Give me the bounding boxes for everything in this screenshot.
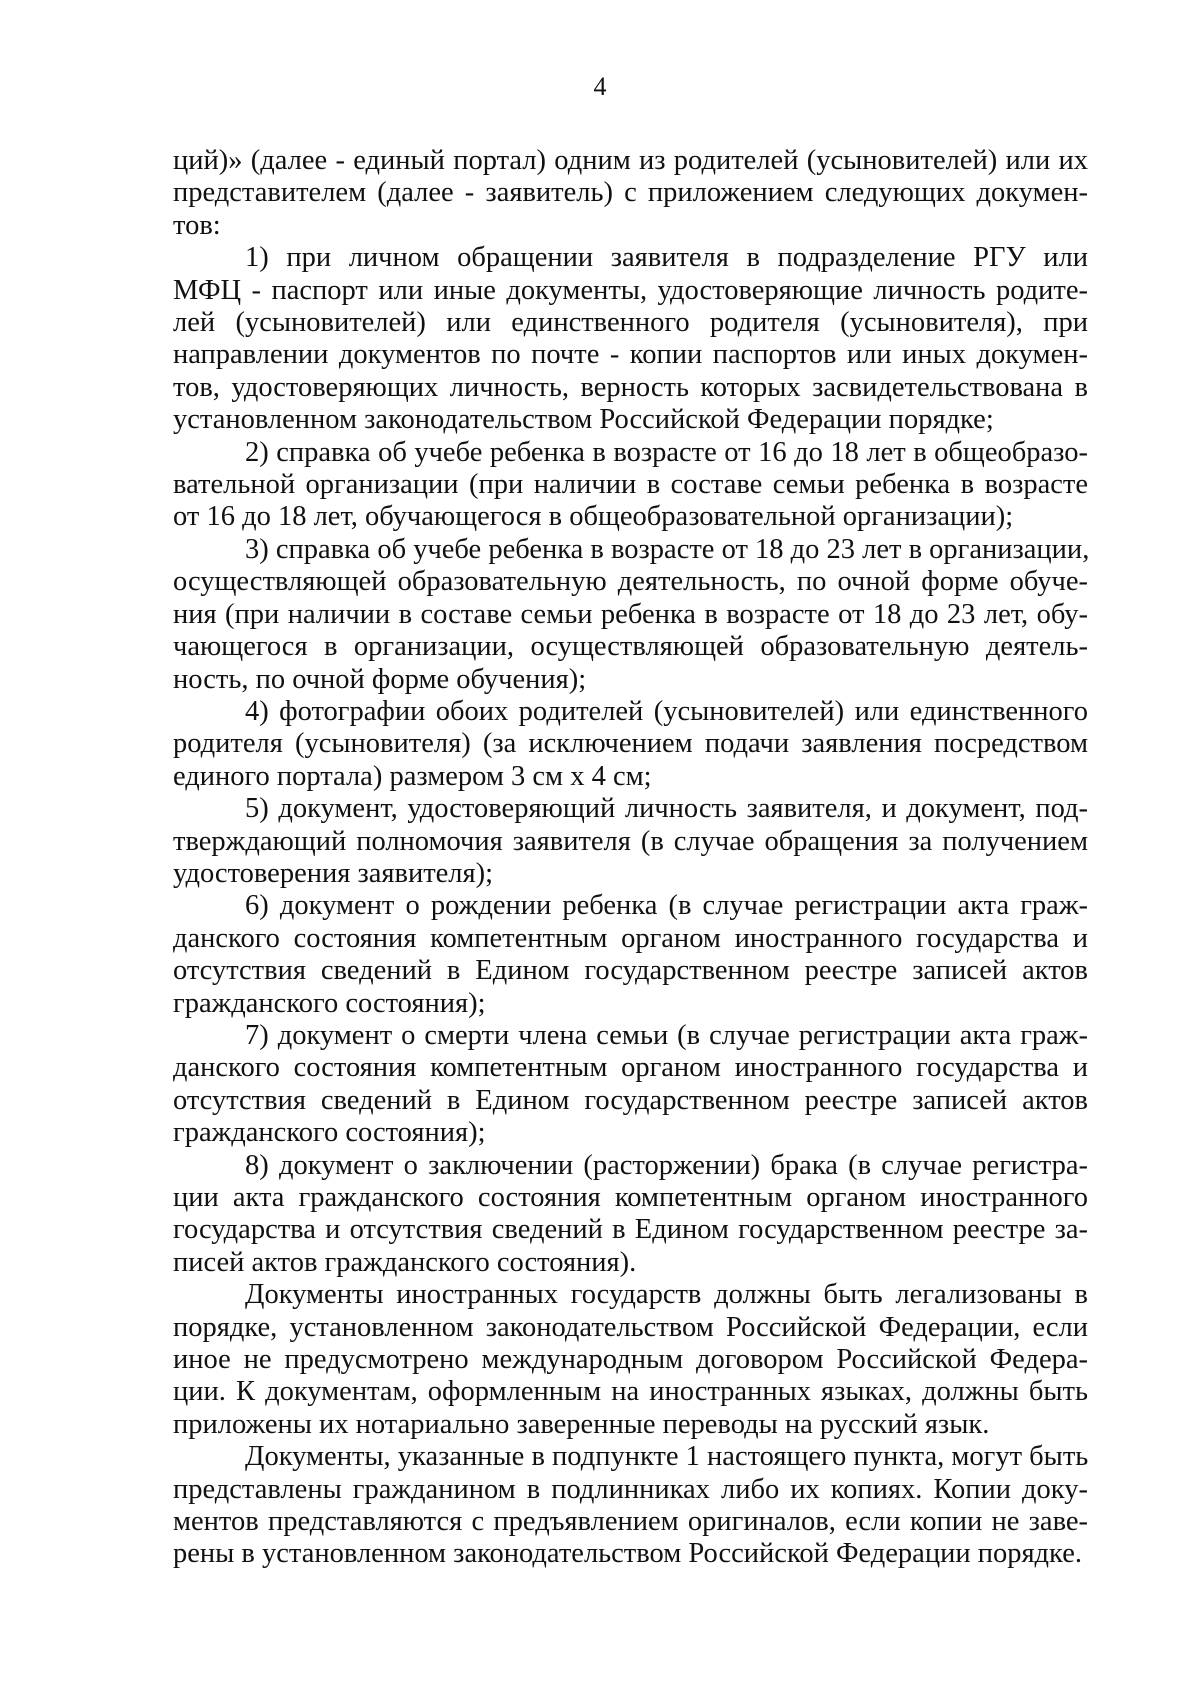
text-line: 7) документ о смерти члена семьи (в случае регистрации акта граж- xyxy=(245,1019,1088,1051)
text-line: данского состояния компетентным органом иностранного государства и xyxy=(173,1052,1088,1084)
text-line: ность, по очной форме обучения); xyxy=(173,663,587,695)
text-line: данского состояния компетентным органом иностранного государства и xyxy=(173,922,1088,954)
text-line: вательной организации (при наличии в составе семьи ребенка в возрасте xyxy=(173,469,1088,501)
paragraph xyxy=(173,793,1088,890)
paragraph xyxy=(173,1279,1088,1441)
text-line: приложены их нотариально заверенные переводы на русский язык. xyxy=(173,1408,990,1440)
text-line: представителем (далее - заявитель) с приложением следующих докумен- xyxy=(173,177,1088,209)
text-line: Документы, указанные в подпункте 1 настоящего пункта, могут быть xyxy=(245,1441,1089,1473)
text-line: единого портала) размером 3 см x 4 см; xyxy=(173,760,652,792)
text-line: ций)» (далее - единый портал) одним из родителей (усыновителей) или их xyxy=(173,145,1088,176)
paragraph xyxy=(173,145,1088,242)
text-line: представлены гражданином в подлинниках либо их копиях. Копии доку- xyxy=(173,1473,1088,1505)
text-line: МФЦ - паспорт или иные документы, удостоверяющие личность родите- xyxy=(173,274,1088,306)
text-line: писей актов гражданского состояния). xyxy=(173,1246,637,1278)
text-line: отсутствия сведений в Едином государственном реестре записей актов xyxy=(173,1084,1088,1116)
text-line: ментов представляются с предъявлением оригиналов, если копии не заве- xyxy=(173,1506,1088,1538)
paragraph xyxy=(173,1441,1088,1571)
page-number: 4 xyxy=(593,72,607,101)
paragraph xyxy=(173,437,1088,534)
text-line: тверждающий полномочия заявителя (в случае обращения за получением xyxy=(173,825,1088,857)
text-line: рены в установленном законодательством Российской Федерации порядке. xyxy=(173,1538,1082,1570)
text-line: осуществляющей образовательную деятельность, по очной форме обуче- xyxy=(173,566,1088,598)
text-line: чающегося в организации, осуществляющей образовательную деятель- xyxy=(173,631,1088,663)
document-body xyxy=(173,145,1088,1571)
paragraph xyxy=(173,534,1088,696)
text-line: государства и отсутствия сведений в Едином государственном реестре за- xyxy=(173,1214,1088,1246)
text-line: родителя (усыновителя) (за исключением подачи заявления посредством xyxy=(173,728,1088,760)
text-line: гражданского состояния); xyxy=(173,987,486,1019)
text-line: тов, удостоверяющих личность, верность которых засвидетельствована в xyxy=(173,371,1088,403)
paragraph xyxy=(173,696,1088,793)
paragraph xyxy=(173,1150,1088,1280)
paragraph xyxy=(173,242,1088,436)
text-line: лей (усыновителей) или единственного родителя (усыновителя), при xyxy=(173,307,1088,339)
text-line: 3) справка об учебе ребенка в возрасте от 18 до 23 лет в организации, xyxy=(245,533,1090,565)
text-line: отсутствия сведений в Едином государственном реестре записей актов xyxy=(173,955,1088,987)
text-line: тов: xyxy=(173,209,221,241)
text-line: 4) фотографии обоих родителей (усыновителей) или единственного xyxy=(245,695,1088,727)
text-line: 6) документ о рождении ребенка (в случае регистрации акта граж- xyxy=(245,890,1088,922)
paragraph xyxy=(173,1020,1088,1150)
text-line: 5) документ, удостоверяющий личность заявителя, и документ, под- xyxy=(245,793,1088,825)
text-line: удостоверения заявителя); xyxy=(173,857,494,889)
text-line: 2) справка об учебе ребенка в возрасте от 16 до 18 лет в общеобразо- xyxy=(245,436,1088,468)
text-line: гражданского состояния); xyxy=(173,1117,486,1149)
text-line: порядке, установленном законодательством Российской Федерации, если xyxy=(173,1311,1088,1343)
text-line: 8) документ о заключении (расторжении) брака (в случае регистра- xyxy=(245,1149,1088,1181)
text-line: ции акта гражданского состояния компетентным органом иностранного xyxy=(173,1182,1088,1213)
text-line: ции. К документам, оформленным на иностранных языках, должны быть xyxy=(173,1376,1088,1408)
text-line: ния (при наличии в составе семьи ребенка в возрасте от 18 до 23 лет, обу- xyxy=(173,598,1088,630)
paragraph xyxy=(173,890,1088,1020)
text-line: Документы иностранных государств должны быть легализованы в xyxy=(245,1279,1088,1311)
text-line: иное не предусмотрено международным договором Российской Федера- xyxy=(173,1344,1088,1376)
text-line: 1) при личном обращении заявителя в подразделение РГУ или xyxy=(245,242,1088,274)
text-line: от 16 до 18 лет, обучающегося в общеобразовательной организации); xyxy=(173,501,1014,533)
text-line: установленном законодательством Российской Федерации порядке; xyxy=(173,404,994,436)
text-line: направлении документов по почте - копии паспортов или иных докумен- xyxy=(173,339,1088,371)
